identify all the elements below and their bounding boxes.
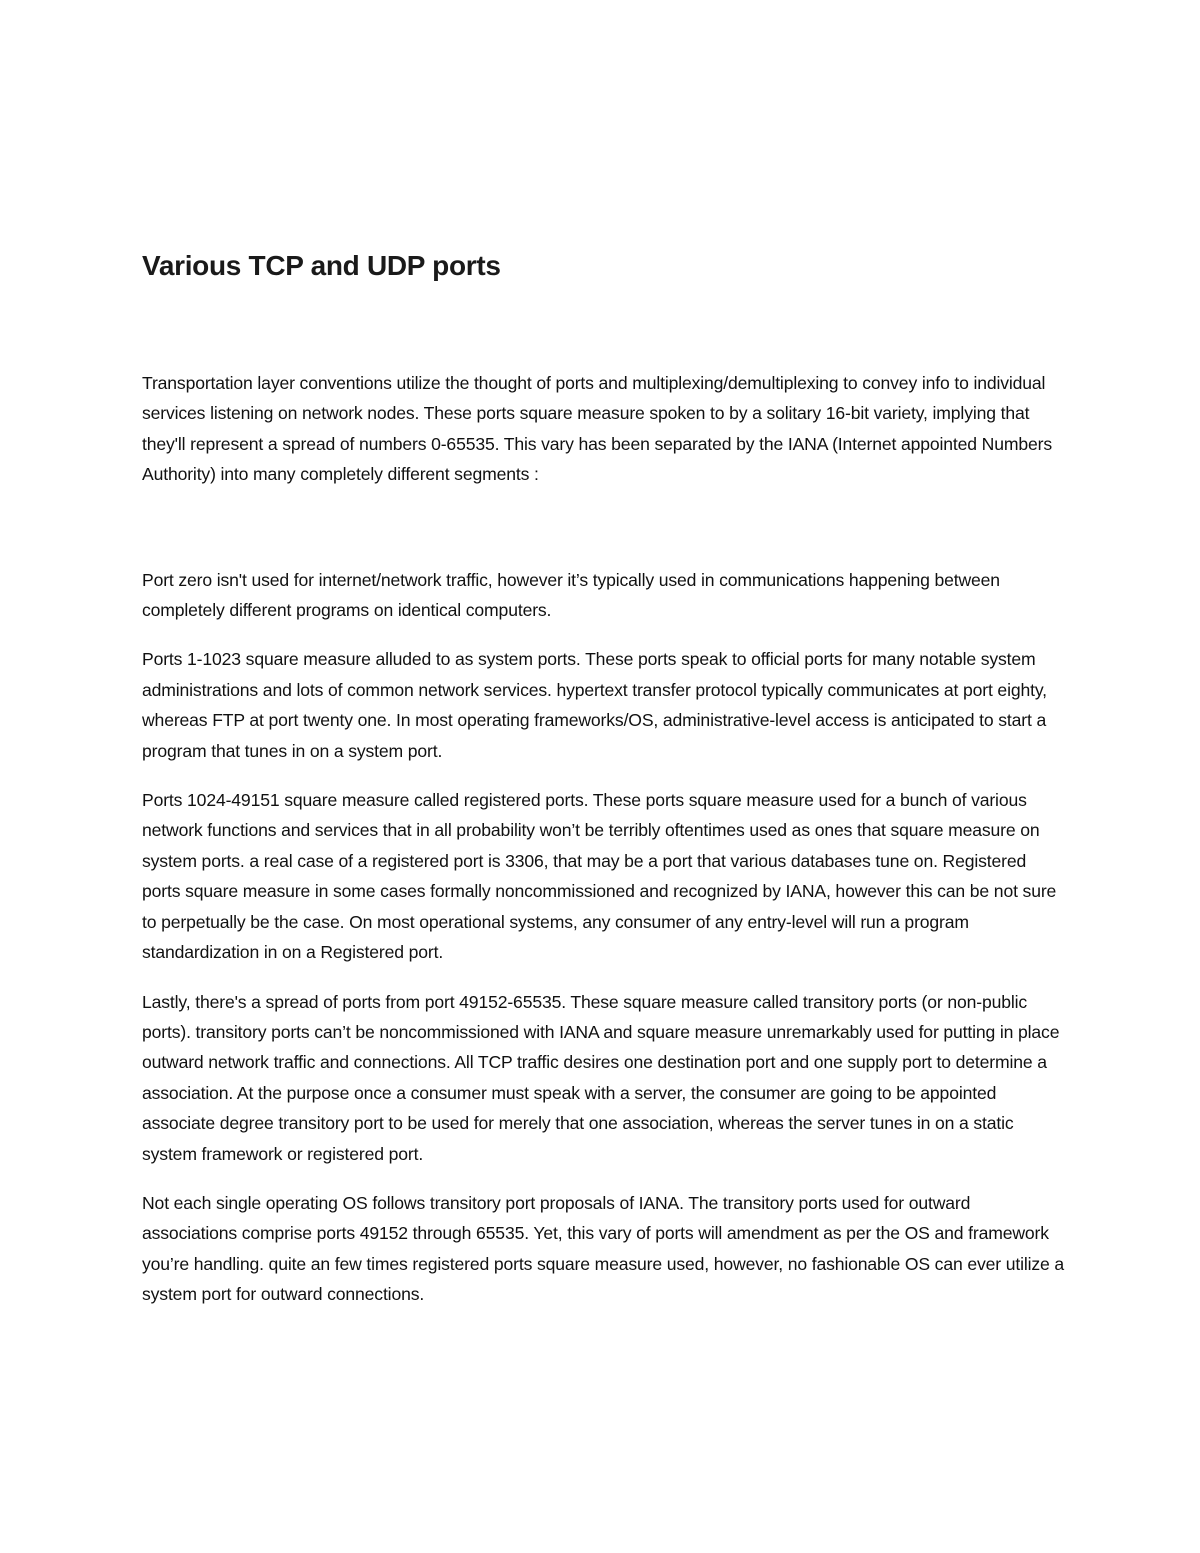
paragraph-os-behavior: Not each single operating OS follows transitory port proposals of IANA. The transitory ports used for outward associations comprise ports 49152 through 65535. Yet, this vary of ports will amendment as per the OS and framework you’re handling. quite an few times registered ports square measure used, however, no fashionable OS can ever utilize a system port for outward connections. xyxy=(142,1192,1064,1305)
paragraph-port-zero: Port zero isn't used for internet/network traffic, however it’s typically used in communications happening between completely different programs on identical computers. xyxy=(142,569,1000,621)
document-body xyxy=(142,246,1064,1310)
document-title: Various TCP and UDP ports xyxy=(142,250,501,281)
paragraph-intro: Transportation layer conventions utilize the thought of ports and multiplexing/demultiplexing to convey info to individual services listening on network nodes. These ports square measure spoken to by a solitary 16-bit variety, implying that they'll represent a spread of numbers 0-65535. This vary has been separated by the IANA (Internet appointed Numbers Authority) into many completely different segments : xyxy=(142,373,1052,485)
paragraph-transitory-ports: Lastly, there's a spread of ports from port 49152-65535. These square measure called transitory ports (or non-public ports). transitory ports can’t be noncommissioned with IANA and square measure unremarkably used for putting in place outward network traffic and connections. All TCP traffic desires one destination port and one supply port to determine a association. At the purpose once a consumer must speak with a server, the consumer are going to be appointed associate degree transitory port to be used for merely that one association, whereas the server tunes in on a static system framework or registered port. xyxy=(142,991,1060,1164)
paragraph-registered-ports: Ports 1024-49151 square measure called registered ports. These ports square measure used for a bunch of various network functions and services that in all probability won’t be terribly oftentimes used as ones that square measure on system ports. a real case of a registered port is 3306, that may be a port that various databases tune on. Registered ports square measure in some cases formally noncommissioned and recognized by IANA, however this can be not sure to perpetually be the case. On most operational systems, any consumer of any entry-level will run a program standardization in on a Registered port. xyxy=(142,790,1057,963)
paragraph-system-ports: Ports 1-1023 square measure alluded to as system ports. These ports speak to official ports for many notable system administrations and lots of common network services. hypertext transfer protocol typically communicates at port eighty, whereas FTP at port twenty one. In most operating frameworks/OS, administrative-level access is anticipated to start a program that tunes in on a system port. xyxy=(142,649,1047,761)
